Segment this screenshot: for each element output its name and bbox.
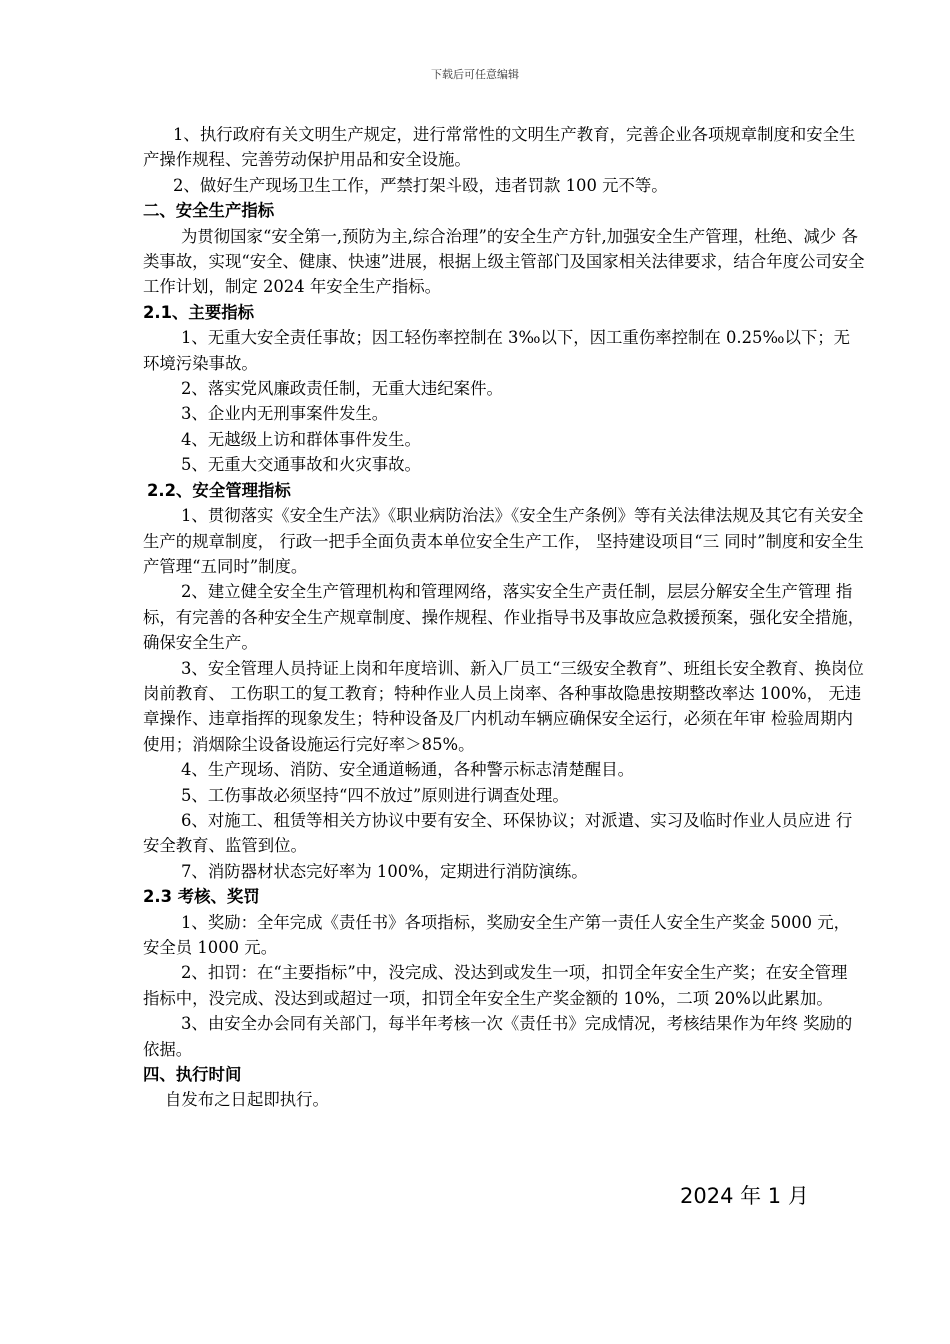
paragraph: 4、生产现场、消防、安全通道畅通，各种警示标志清楚醒目。: [181, 760, 634, 780]
paragraph: 2、做好生产现场卫生工作，严禁打架斗殴，违者罚款 100 元不等。: [173, 175, 668, 195]
section-heading: 2.2、安全管理指标: [147, 480, 291, 500]
paragraph: 5、无重大交通事故和火灾事故。: [181, 455, 421, 475]
page-header: 下载后可任意编辑: [431, 68, 519, 81]
paragraph: 2、扣罚：在“主要指标”中，没完成、没达到或发生一项，扣罚全年安全生产奖；在安全管理 指标中，没完成、没达到或超过一项，扣罚全年安全生产奖金额的 10%，二项 20%以此累加。: [143, 963, 848, 1008]
section-heading: 四、执行时间: [143, 1065, 242, 1085]
paragraph: 7、消防器材状态完好率为 100%，定期进行消防演练。: [181, 861, 588, 881]
paragraph: 3、企业内无刑事案件发生。: [181, 404, 389, 424]
paragraph: 1、执行政府有关文明生产规定，进行常常性的文明生产教育，完善企业各项规章制度和安全生产操作规程、完善劳动保护用品和安全设施。: [143, 125, 856, 170]
document-date: 2024 年 1 月: [680, 1184, 809, 1208]
paragraph: 5、工伤事故必须坚持“四不放过”原则进行调查处理。: [181, 785, 569, 805]
paragraph: 1、奖励：全年完成《责任书》各项指标，奖励安全生产第一责任人安全生产奖金 5000 元，安全员 1000 元。: [143, 912, 851, 957]
paragraph: 自发布之日起即执行。: [165, 1090, 329, 1110]
paragraph: 3、安全管理人员持证上岗和年度培训、新入厂员工“三级安全教育”、班组长安全教育、换岗位岗前教育、 工伤职工的复工教育；特种作业人员上岗率、各种事故隐患按期整改率达 100%， 无违章操作、违章指挥的现象发生；特种设备及厂内机动车辆应确保安全运行，必须在年审 检验周期内使用；消烟除尘设备设施运行完好率＞85%。: [143, 658, 864, 754]
paragraph: 6、对施工、租赁等相关方协议中要有安全、环保协议；对派遣、实习及临时作业人员应进 行安全教育、监管到位。: [143, 810, 853, 856]
section-heading: 2.1、主要指标: [143, 302, 254, 322]
paragraph: 1、贯彻落实《安全生产法》《职业病防治法》《安全生产条例》等有关法律法规及其它有关安全生产的规章制度， 行政一把手全面负责本单位安全生产工作， 坚持建设项目“三 同时”制度和安全生产管理“五同时”制度。: [143, 506, 864, 576]
paragraph: 1、无重大安全责任事故；因工轻伤率控制在 3‰以下，因工重伤率控制在 0.25‰以下；无环境污染事故。: [143, 328, 851, 373]
document-body: [143, 122, 865, 1113]
paragraph: 2、建立健全安全生产管理机构和管理网络，落实安全生产责任制，层层分解安全生产管理 指标，有完善的各种安全生产规章制度、操作规程、作业指导书及事故应急救援预案，强化安全措施，确保安全生产。: [143, 582, 865, 653]
paragraph: 2、落实党风廉政责任制，无重大违纪案件。: [181, 379, 503, 399]
section-heading: 二、安全生产指标: [143, 201, 275, 221]
section-heading: 2.3 考核、奖罚: [143, 887, 260, 907]
paragraph: 为贯彻国家“安全第一,预防为主,综合治理”的安全生产方针,加强安全生产管理，杜绝、减少 各类事故，实现“安全、健康、快速”进展，根据上级主管部门及国家相关法律要求，结合年度公司安全工作计划，制定 2024 年安全生产指标。: [143, 226, 865, 297]
paragraph: 3、由安全办会同有关部门，每半年考核一次《责任书》完成情况，考核结果作为年终 奖励的依据。: [143, 1014, 853, 1059]
paragraph: 4、无越级上访和群体事件发生。: [181, 429, 421, 449]
